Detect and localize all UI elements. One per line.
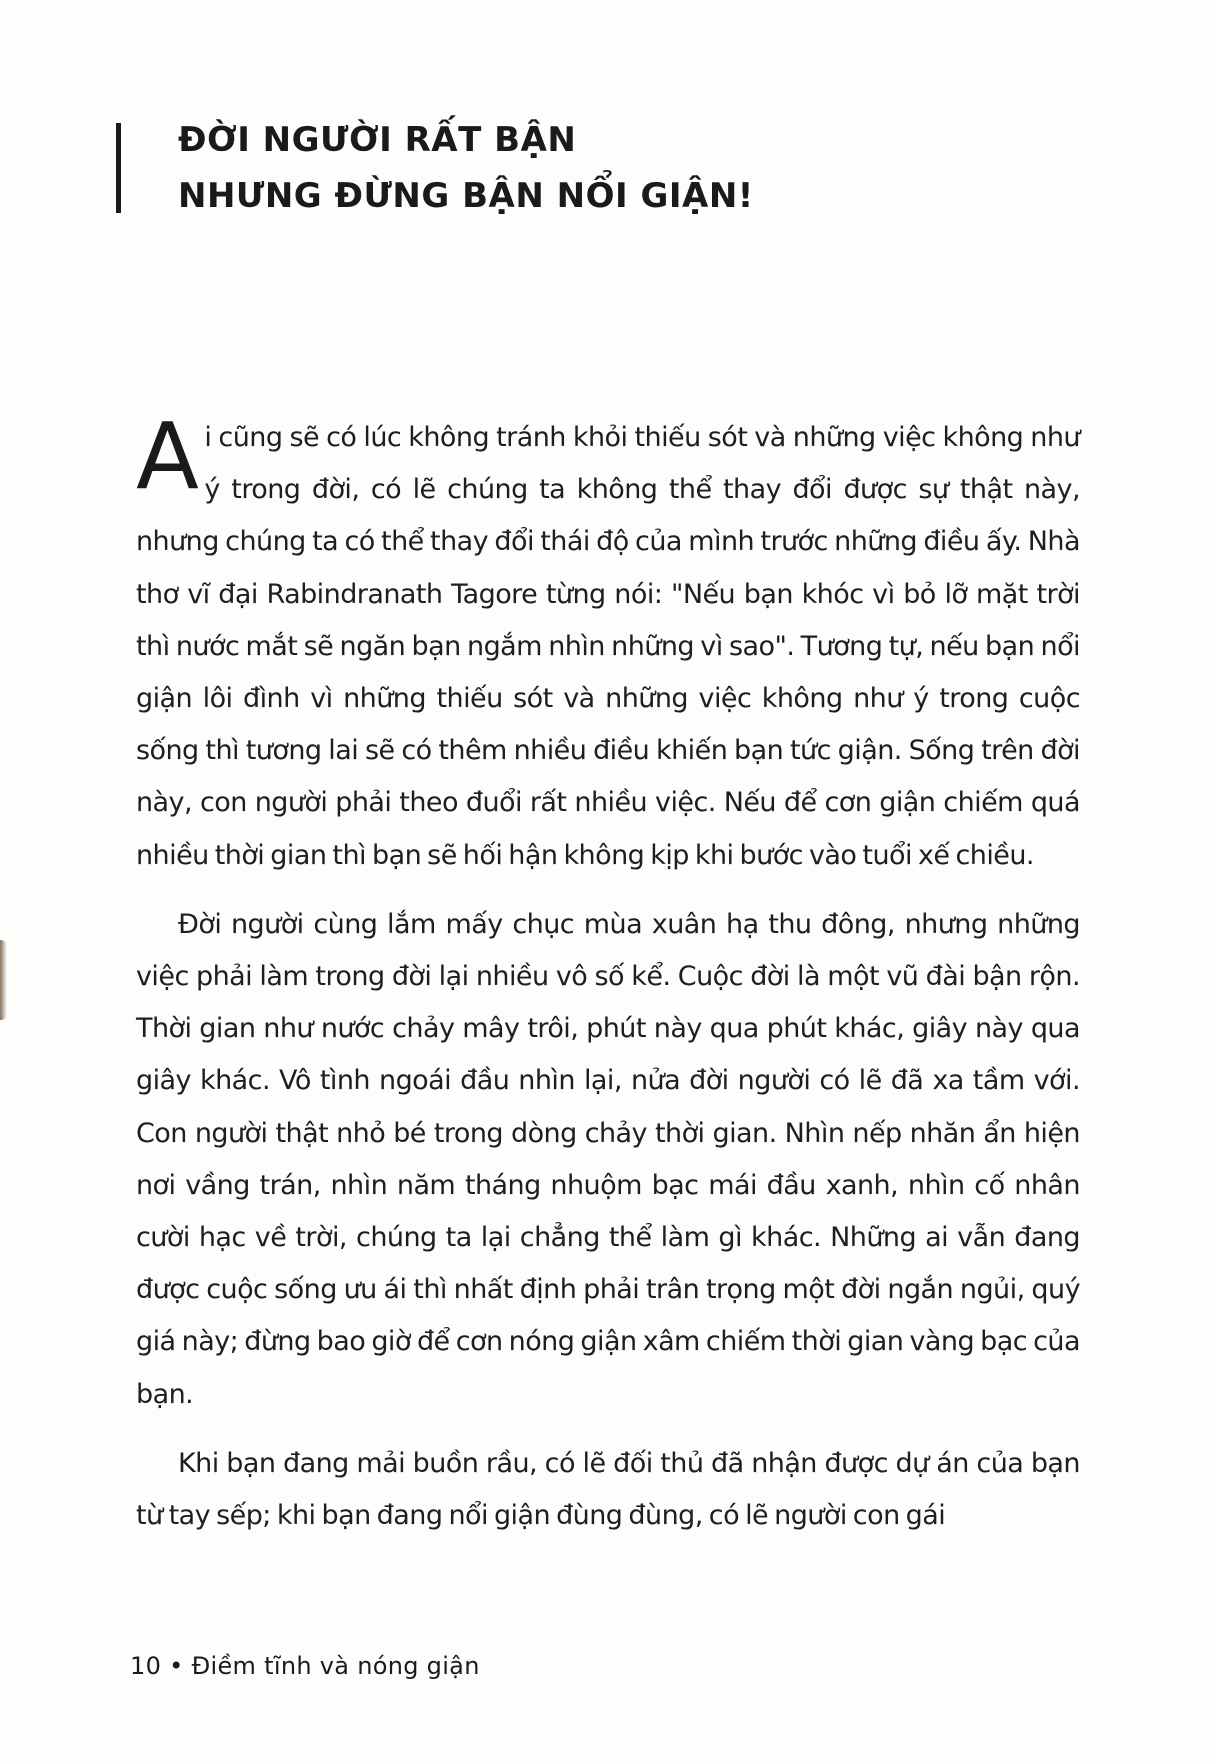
- chapter-title-line-2: NHƯNG ĐỪNG BẬN NỔI GIẬN!: [178, 176, 754, 216]
- chapter-title-line-1: ĐỜI NGƯỜI RẤT BẬN: [178, 120, 577, 160]
- paragraph-3: Khi bạn đang mải buồn rầu, có lẽ đối thủ đã nhận được dự án của bạn từ tay sếp; khi bạn đang nổi giận đùng đùng, có lẽ người con gái: [136, 1447, 1080, 1532]
- page-edge-shadow: [0, 940, 7, 1020]
- drop-cap: A: [136, 403, 199, 510]
- paragraph-1-text: i cũng sẽ có lúc không tránh khỏi thiếu sót và những việc không như ý trong đời, có lẽ chúng ta không thể thay đổi được sự thật này, nhưng chúng ta có thể thay đổi thái độ của mình trước những điều ấy. Nhà thơ vĩ đại Rabindranath Tagore từng nói: "Nếu bạn khóc vì bỏ lỡ mặt trời thì nước mắt sẽ ngăn bạn ngắm nhìn những vì sao". Tương tự, nếu bạn nổi giận lôi đình vì những thiếu sót và những việc không như ý trong cuộc sống thì tương lai sẽ có thêm nhiều điều khiến bạn tức giận. Sống trên đời này, con người phải theo đuổi rất nhiều việc. Nếu để cơn giận chiếm quá nhiều thời gian thì bạn sẽ hối hận không kịp khi bước vào tuổi xế chiều.: [136, 422, 1080, 871]
- paragraph-2: Đời người cùng lắm mấy chục mùa xuân hạ thu đông, nhưng những việc phải làm trong đời lại nhiều vô số kể. Cuộc đời là một vũ đài bận rộn. Thời gian như nước chảy mây trôi, phút này qua phút khác, giây này qua giây khác. Vô tình ngoái đầu nhìn lại, nửa đời người có lẽ đã xa tầm với. Con người thật nhỏ bé trong dòng chảy thời gian. Nhìn nếp nhăn ẩn hiện nơi vầng trán, nhìn năm tháng nhuộm bạc mái đầu xanh, nhìn cố nhân cười hạc về trời, chúng ta lại chẳng thể làm gì khác. Những ai vẫn đang được cuộc sống ưu ái thì nhất định phải trân trọng một đời ngắn ngủi, quý giá này; đừng bao giờ để cơn nóng giận xâm chiếm thời gian vàng bạc của bạn.: [136, 908, 1080, 1410]
- title-accent-bar: [116, 123, 121, 213]
- paragraph-1: [136, 403, 1080, 882]
- footer-separator: •: [169, 1652, 184, 1680]
- running-book-title: Điềm tĩnh và nóng giận: [191, 1652, 480, 1680]
- body-text: [136, 403, 1080, 1559]
- page-number: 10: [130, 1652, 162, 1680]
- chapter-title: [178, 112, 754, 224]
- page-footer: [130, 1652, 480, 1680]
